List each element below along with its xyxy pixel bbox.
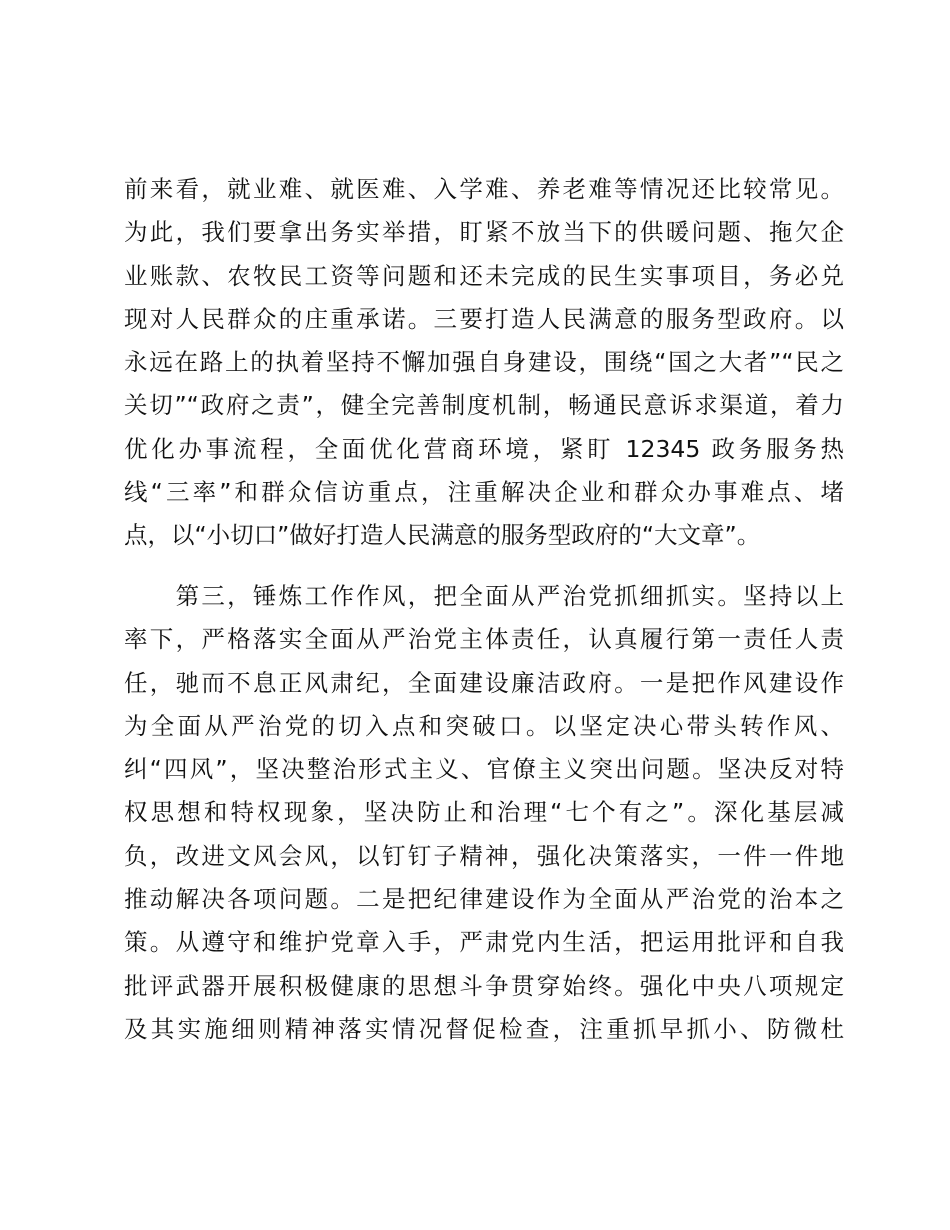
text-line: 任，驰而不息正风肃纪，全面建设廉洁政府。一是把作风建设作 <box>124 668 844 697</box>
text-line: 第三，锤炼工作作风，把全面从严治党抓细抓实。坚持以上 <box>124 582 844 610</box>
text-line: 率下，严格落实全面从严治党主体责任，认真履行第一责任人责 <box>124 625 844 654</box>
text-line: 现对人民群众的庄重承诺。三要打造人民满意的服务型政府。以 <box>124 304 844 333</box>
text-line: 优化办事流程，全面优化营商环境，紧盯 12345 政务服务热 <box>124 434 844 463</box>
text-line: 关切”“政府之责”，健全完善制度机制，畅通民意诉求渠道，着力 <box>124 391 844 420</box>
text-line: 策。从遵守和维护党章入手，严肃党内生活，把运用批评和自我 <box>124 928 844 957</box>
text-line: 点，以“小切口”做好打造人民满意的服务型政府的“大文章”。 <box>124 521 761 550</box>
text-line: 批评武器开展积极健康的思想斗争贯穿始终。强化中央八项规定 <box>124 971 844 1000</box>
text-line: 权思想和特权现象，坚决防止和治理“七个有之”。深化基层减 <box>124 798 844 827</box>
text-line: 及其实施细则精神落实情况督促检查，注重抓早抓小、防微杜 <box>124 1014 844 1043</box>
text-line: 业账款、农牧民工资等问题和还未完成的民生实事项目，务必兑 <box>124 261 844 290</box>
text-line: 线“三率”和群众信访重点，注重解决企业和群众办事难点、堵 <box>124 478 844 507</box>
text-line: 纠“四风”，坚决整治形式主义、官僚主义突出问题。坚决反对特 <box>124 755 844 784</box>
text-line: 为全面从严治党的切入点和突破口。以坚定决心带头转作风、 <box>124 711 844 740</box>
text-line: 前来看，就业难、就医难、入学难、养老难等情况还比较常见。 <box>124 175 844 203</box>
text-line: 为此，我们要拿出务实举措，盯紧不放当下的供暖问题、拖欠企 <box>124 218 844 247</box>
text-line: 永远在路上的执着坚持不懈加强自身建设，围绕“国之大者”“民之 <box>124 348 844 377</box>
paragraph-2 <box>124 575 844 1051</box>
text-line: 负，改进文风会风，以钉钉子精神，强化决策落实，一件一件地 <box>124 841 844 870</box>
text-line: 推动解决各项问题。二是把纪律建设作为全面从严治党的治本之 <box>124 885 844 914</box>
paragraph-1 <box>124 168 844 558</box>
